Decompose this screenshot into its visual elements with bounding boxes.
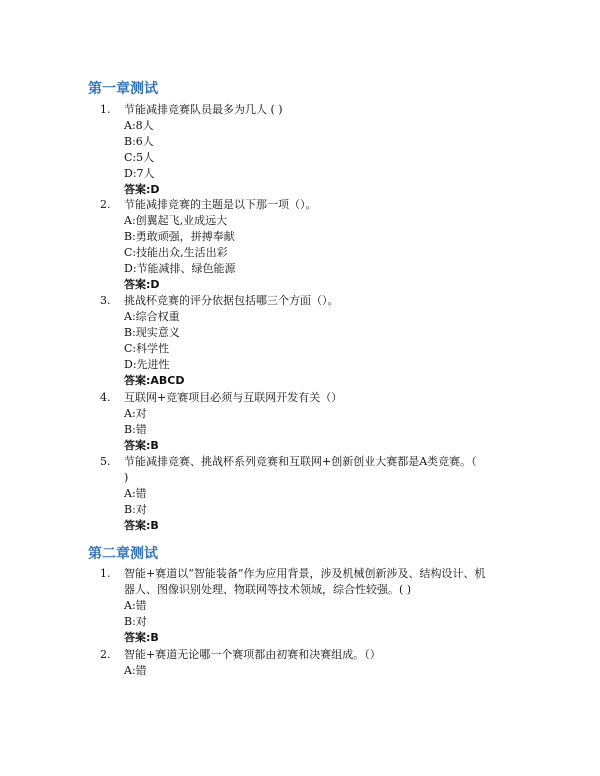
option-a: A:8人: [124, 119, 154, 132]
question-item: [0, 293, 600, 389]
question-number: 1.: [100, 103, 111, 116]
option-c: C:5人: [124, 151, 155, 164]
question-item: [0, 566, 600, 646]
option-b: B:6人: [124, 135, 154, 148]
question-text: 节能减排竞赛、挑战杯系列竞赛和互联网+创新创业大赛都是A类竞赛。（: [124, 455, 477, 468]
answer: 答案:B: [124, 439, 159, 452]
option-a: A:错: [124, 599, 147, 612]
question-text-cont: ): [124, 471, 129, 484]
question-text: 互联网+竞赛项目必须与互联网开发有关（）: [124, 391, 343, 404]
chapter-1-title: 第一章测试: [88, 81, 158, 97]
option-b: B:勇敢顽强，拼搏奉献: [124, 230, 235, 243]
option-a: A:错: [124, 487, 147, 500]
question-number: 2.: [100, 648, 111, 661]
question-number: 5.: [100, 455, 111, 468]
question-text: 节能减排竞赛队员最多为几人 ( ): [124, 103, 283, 116]
question-text: 智能+赛道以“智能装备”作为应用背景，涉及机械创新涉及、结构设计、机: [124, 567, 486, 580]
option-a: A:创翼起飞,业成远大: [124, 214, 228, 227]
answer: 答案:ABCD: [124, 374, 185, 387]
option-a: A:综合权重: [124, 310, 180, 323]
question-item: [0, 390, 600, 454]
question-number: 4.: [100, 391, 111, 404]
question-number: 2.: [100, 198, 111, 211]
question-item: [0, 454, 600, 534]
question-text: 智能+赛道无论哪一个赛项都由初赛和决赛组成。（）: [124, 648, 381, 661]
option-b: B:错: [124, 423, 147, 436]
question-text: 挑战杯竞赛的评分依据包括哪三个方面（）。: [124, 294, 339, 307]
option-b: B:对: [124, 503, 147, 516]
question-item: [0, 102, 600, 198]
question-number: 3.: [100, 294, 111, 307]
option-b: B:现实意义: [124, 326, 180, 339]
option-d: D:先进性: [124, 358, 170, 371]
option-d: D:节能减排、绿色能源: [124, 262, 236, 275]
answer: 答案:D: [124, 278, 160, 291]
option-c: C:科学性: [124, 342, 170, 355]
question-number: 1.: [100, 567, 111, 580]
question-text: 节能减排竞赛的主题是以下那一项（）。: [124, 198, 317, 211]
option-d: D:7人: [124, 167, 155, 180]
option-b: B:对: [124, 615, 147, 628]
answer: 答案:B: [124, 631, 159, 644]
chapter-2-title: 第二章测试: [88, 546, 158, 562]
question-text-cont: 器人、图像识别处理、物联网等技术领域，综合性较强。( ): [124, 583, 412, 596]
answer: 答案:B: [124, 519, 159, 532]
option-a: A:对: [124, 407, 147, 420]
option-c: C:技能出众,生活出彩: [124, 246, 228, 259]
option-a: A:错: [124, 664, 147, 677]
answer: 答案:D: [124, 183, 160, 196]
question-item: [0, 197, 600, 293]
question-item: [0, 647, 600, 679]
